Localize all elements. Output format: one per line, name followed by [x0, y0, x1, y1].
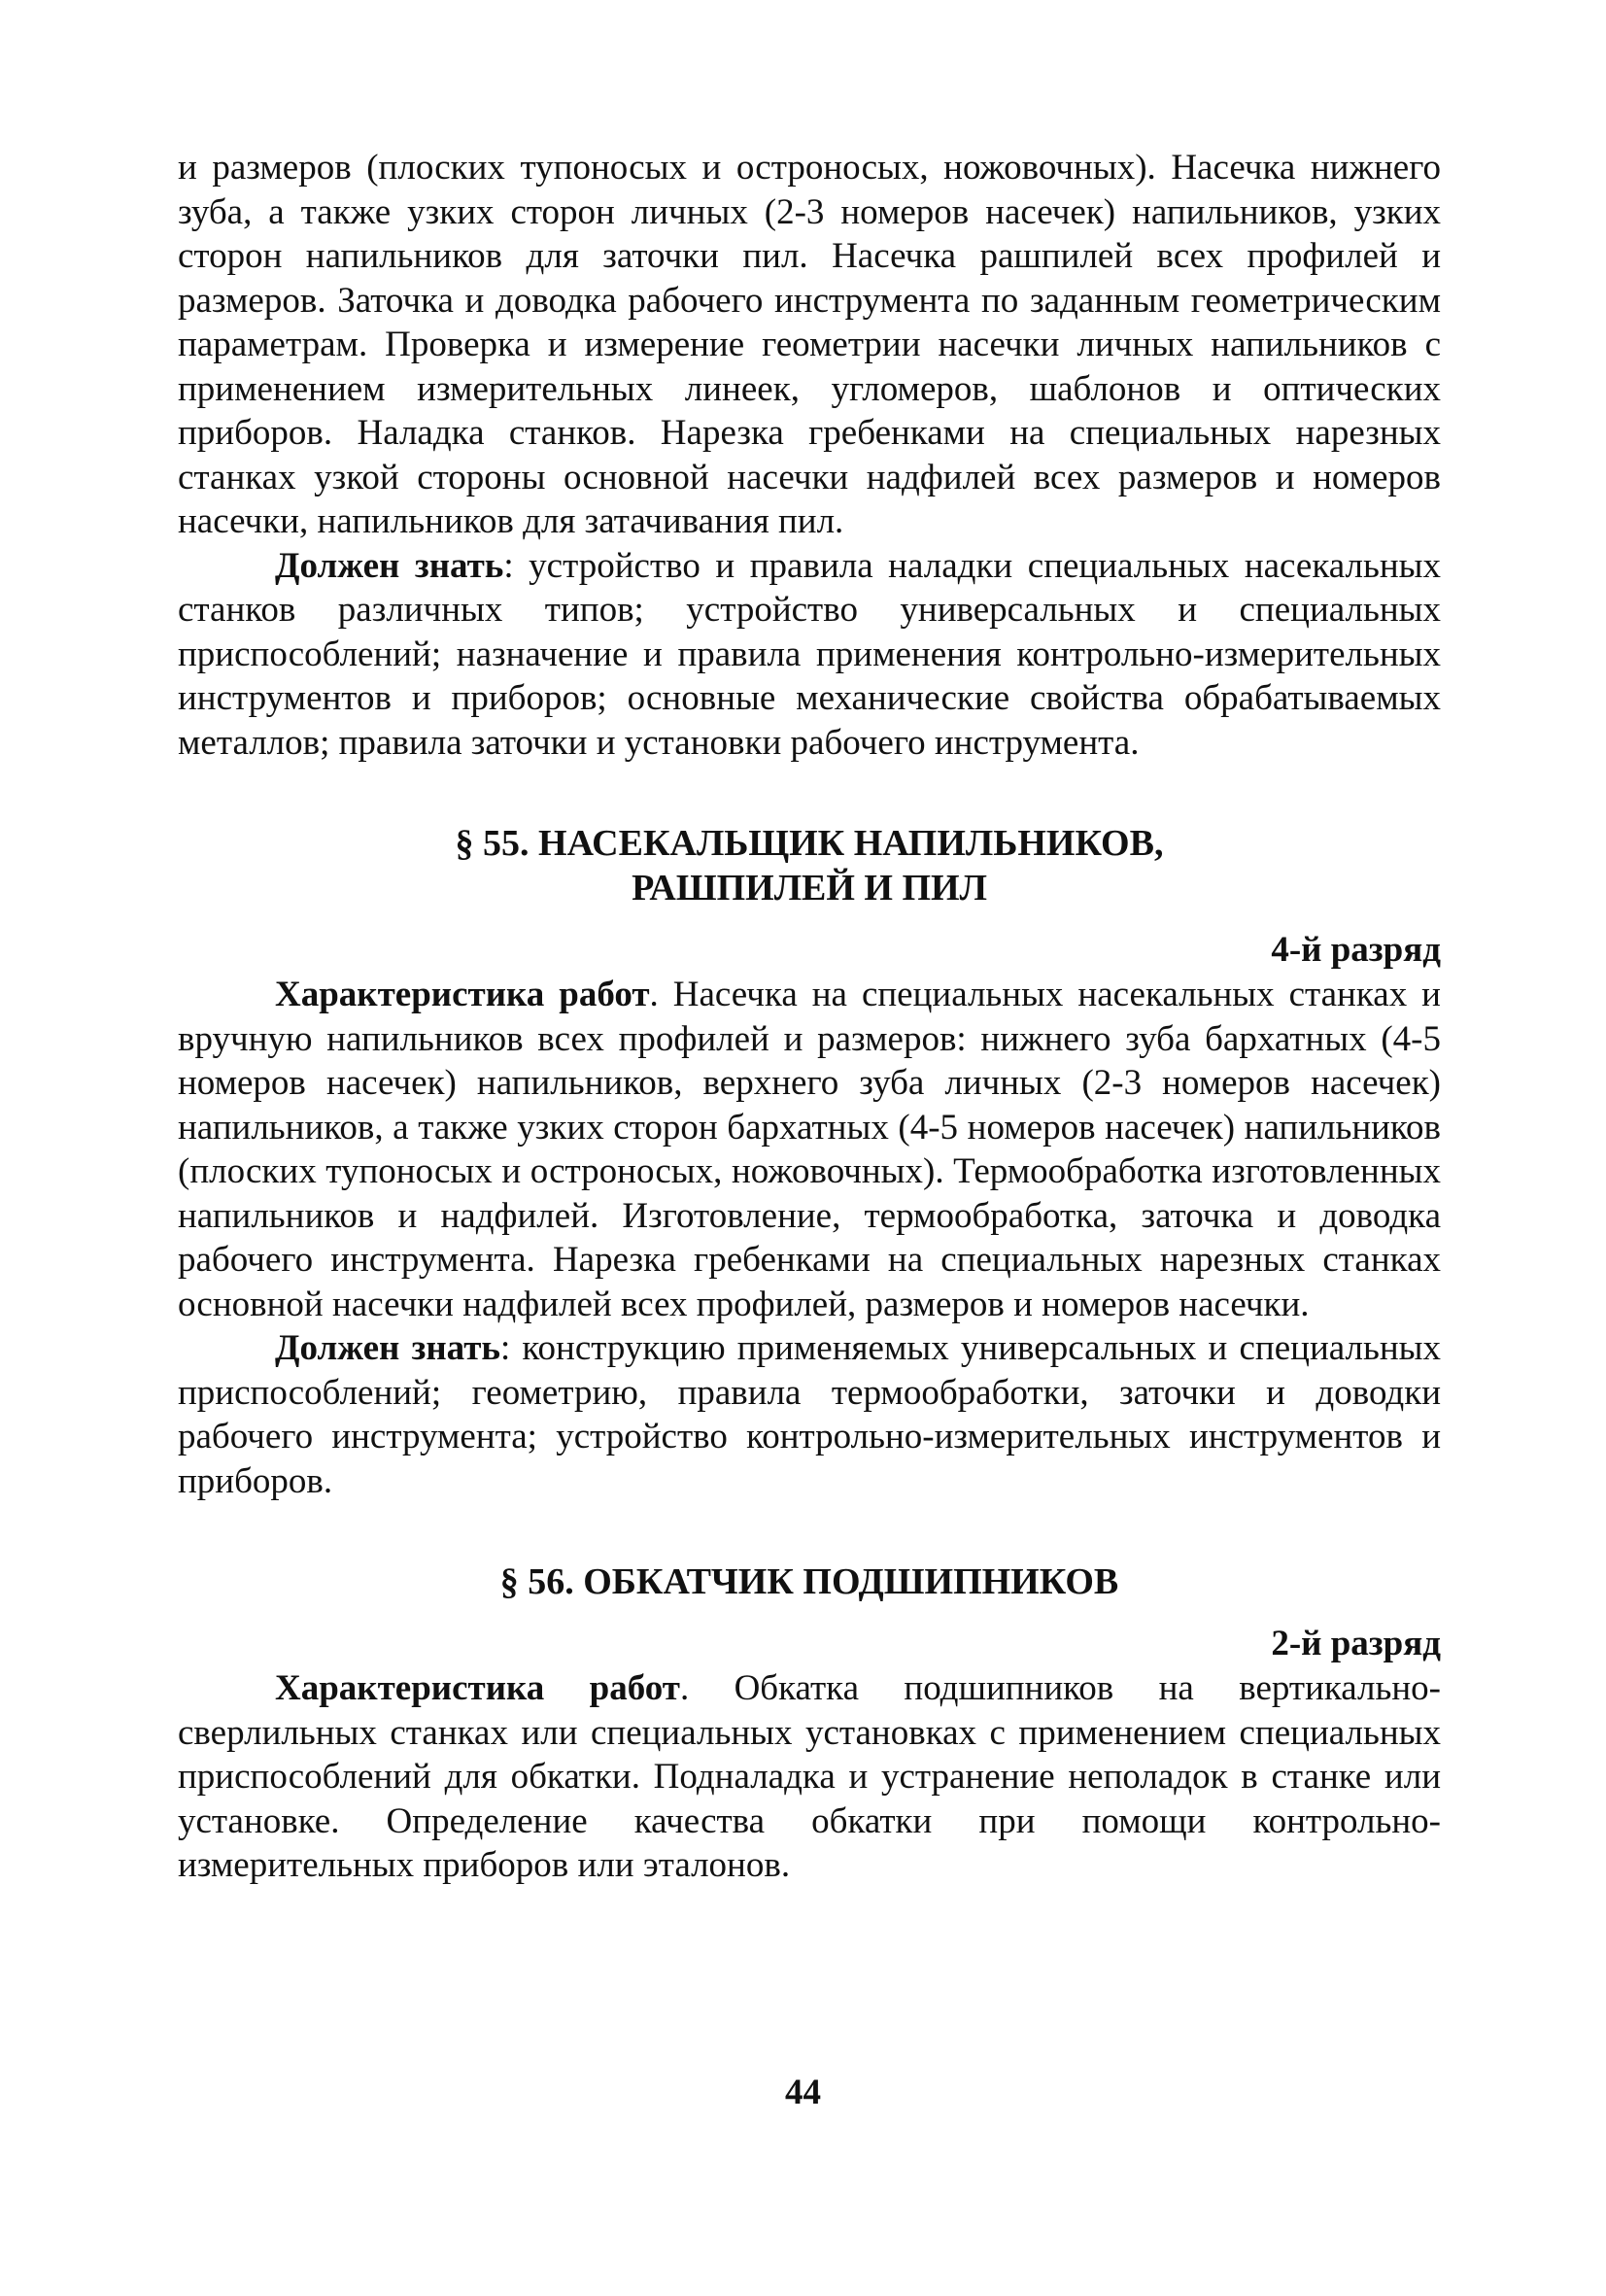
- section-56-rank: 2-й разряд: [1271, 1624, 1441, 1663]
- intro-paragraph: и размеров (плоских тупоносых и остроносых, ножовочных). Насечка нижнего зуба, а также узких сторон личных (2-3 номеров насечек) напильников, узких сторон напильников для заточки пил. Насечка рашпилей всех профилей и размеров. Заточка и доводка рабочего инструмента по заданным геометрическим параметрам. Проверка и измерение геометрии насечки личных напильников с применением измерительных линеек, угломеров, шаблонов и оптических приборов. Наладка станков. Нарезка гребенками на специальных нарезных станках узкой стороны основной насечки надфилей всех размеров и номеров насечки, напильников для затачивания пил.: [178, 148, 1441, 541]
- page-number: 44: [785, 2073, 821, 2112]
- work-text: . Обкатка подшипников на вертикально-сверлильных станках или специальных установках с применением специальных приспособлений для обкатки. Подналадка и устранение неполадок в станке или установке. Определение качества обкатки при помощи контрольно-измерительных приборов или эталонов.: [178, 1668, 1442, 1885]
- page-content: [178, 146, 1441, 1888]
- section-55-rank: 4-й разряд: [1271, 930, 1441, 970]
- section-56-title: § 56. ОБКАТЧИК ПОДШИПНИКОВ: [499, 1561, 1119, 1602]
- must-know-text: : устройство и правила наладки специальных насекальных станков различных типов; устройство универсальных и специальных приспособлений; назначение и правила применения контрольно-измерительных инструментов и приборов; основные механические свойства обрабатываемых металлов; правила заточки и установки рабочего инструмента.: [178, 545, 1442, 763]
- work-text: . Насечка на специальных насекальных станках и вручную напильников всех профилей и размеров: нижнего зуба бархатных (4-5 номеров насечек) напильников, верхнего зуба личных (2-3 номеров насечек) напильников, а также узких сторон бархатных (4-5 номеров насечек) напильников (плоских тупоносых и остроносых, ножовочных). Термообработка изготовленных напильников и надфилей. Изготовление, термообработка, заточка и доводка рабочего инструмента. Нарезка гребенками на специальных нарезных станках основной насечки надфилей всех профилей, размеров и номеров насечки.: [178, 975, 1441, 1324]
- must-know-label: Должен знать: [275, 545, 504, 586]
- must-know-text: : конструкцию применяемых универсальных и специальных приспособлений; геометрию, правила термообработки, заточки и доводки рабочего инструмента; устройство контрольно-измерительных инструментов и приборов.: [178, 1328, 1441, 1501]
- section-55-title-line-1: § 55. НАСЕКАЛЬЩИК НАПИЛЬНИКОВ,: [455, 823, 1164, 864]
- section-56-work-paragraph: [178, 1666, 1441, 1888]
- intro-must-know-paragraph: [178, 544, 1441, 766]
- work-label: Характеристика работ: [275, 975, 650, 1014]
- section-55-work-paragraph: [178, 973, 1441, 1326]
- must-know-label: Должен знать: [275, 1328, 500, 1368]
- section-55-title-line-2: РАШПИЛЕЙ И ПИЛ: [632, 868, 987, 908]
- work-label: Характеристика работ: [275, 1668, 680, 1708]
- section-55-must-know-paragraph: [178, 1326, 1441, 1503]
